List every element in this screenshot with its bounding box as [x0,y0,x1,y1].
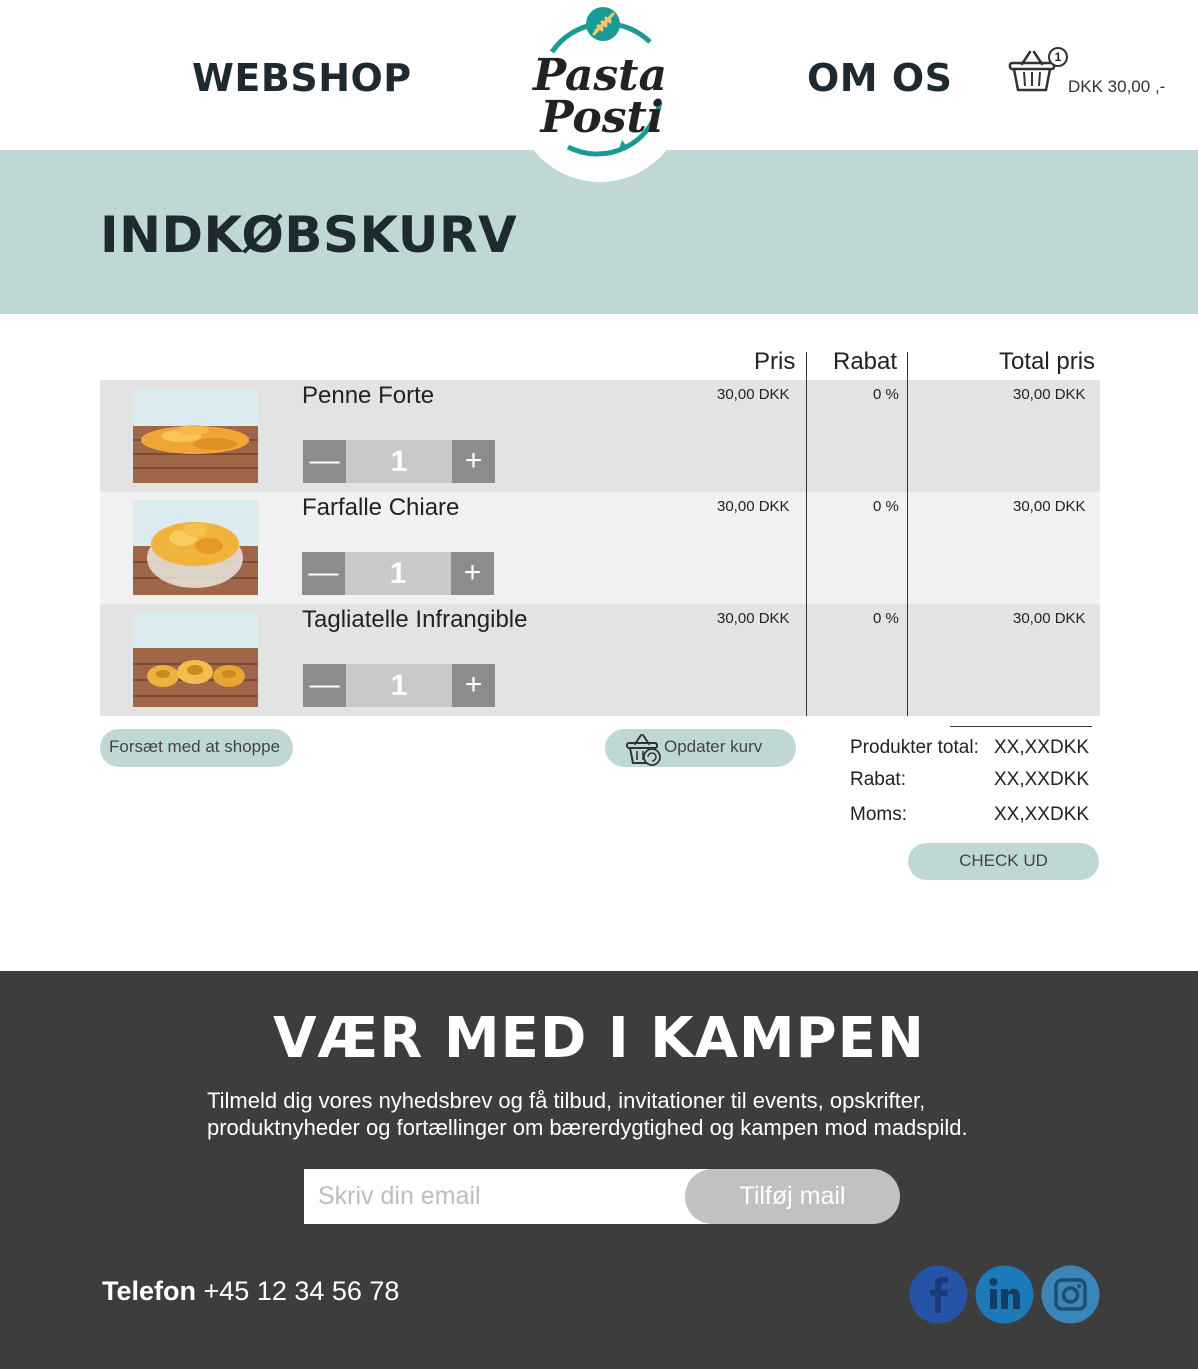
quantity-decrease-button[interactable]: — [302,552,345,595]
nav-webshop-link[interactable]: WEBSHOP [192,56,412,100]
cart-count-badge: 1 [1048,47,1068,67]
cart-row [100,492,1100,604]
price-cell: 30,00 DKK [717,386,790,403]
price-cell: 30,00 DKK [717,498,790,515]
pasta-posti-logo[interactable] [518,2,682,166]
summary-divider [950,726,1092,727]
column-divider [907,352,908,716]
newsletter-text: Tilmeld dig vores nyhedsbrev og få tilbud, invitationer til events, opskrifter, produktnyheder og fortællinger om bærerdygtighed og kampen mod madspild. [207,1088,968,1140]
quantity-decrease-button[interactable]: — [303,440,346,483]
phone-number[interactable]: +45 12 34 56 78 [203,1276,400,1306]
newsletter-form [304,1169,900,1224]
newsletter-title: VÆR MED I KAMPEN [273,1006,925,1071]
discount-cell: 0 % [873,610,899,627]
page-title: INDKØBSKURV [100,206,518,264]
quantity-stepper [302,552,494,595]
cart-row [100,604,1100,716]
quantity-value[interactable]: 1 [390,669,408,702]
logo-text-pasta: Pasta [532,50,668,101]
basket-refresh-icon [625,732,661,766]
linkedin-icon[interactable] [975,1265,1034,1324]
total-cell: 30,00 DKK [1013,610,1086,627]
quantity-stepper [303,440,495,483]
add-email-button[interactable]: Tilføj mail [685,1169,900,1224]
total-cell: 30,00 DKK [1013,498,1086,515]
quantity-stepper [303,664,495,707]
checkout-button[interactable]: CHECK UD [908,843,1099,880]
update-cart-button[interactable] [605,729,796,767]
column-header-discount: Rabat [833,348,898,375]
column-divider [806,352,807,716]
column-header-total: Total pris [999,348,1096,375]
products-total-value: XX,XXDKK [994,737,1090,758]
continue-shopping-button[interactable]: Forsæt med at shoppe [100,729,293,767]
product-name[interactable]: Farfalle Chiare [302,494,460,521]
instagram-icon[interactable] [1041,1265,1100,1324]
discount-value: XX,XXDKK [994,769,1090,790]
logo-text-posti: Posti [540,92,664,143]
column-header-price: Pris [754,348,796,375]
quantity-increase-button[interactable]: + [452,440,495,483]
quantity-value[interactable]: 1 [390,445,408,478]
discount-cell: 0 % [873,498,899,515]
total-cell: 30,00 DKK [1013,386,1086,403]
facebook-icon[interactable] [909,1265,968,1324]
quantity-increase-button[interactable]: + [452,664,495,707]
discount-cell: 0 % [873,386,899,403]
products-total-label: Produkter total: [850,737,979,758]
update-cart-label: Opdater kurv [664,737,763,756]
quantity-decrease-button[interactable]: — [303,664,346,707]
price-cell: 30,00 DKK [717,610,790,627]
vat-value: XX,XXDKK [994,804,1090,825]
cart-amount: DKK 30,00 ,- [1068,77,1166,96]
nav-om-os-link[interactable]: OM OS [807,56,953,100]
product-name[interactable]: Penne Forte [302,382,435,409]
product-image-farfalle [133,500,258,595]
quantity-increase-button[interactable]: + [451,552,494,595]
product-image-penne [133,388,258,483]
vat-label: Moms: [850,804,907,825]
quantity-value[interactable]: 1 [389,557,407,590]
phone-label: Telefon [102,1276,196,1306]
discount-label: Rabat: [850,769,906,790]
product-image-tagliatelle [133,612,258,707]
phone-info [102,1276,399,1307]
product-name[interactable]: Tagliatelle Infrangible [302,606,528,633]
cart-row [100,380,1100,492]
email-input[interactable] [304,1169,724,1224]
